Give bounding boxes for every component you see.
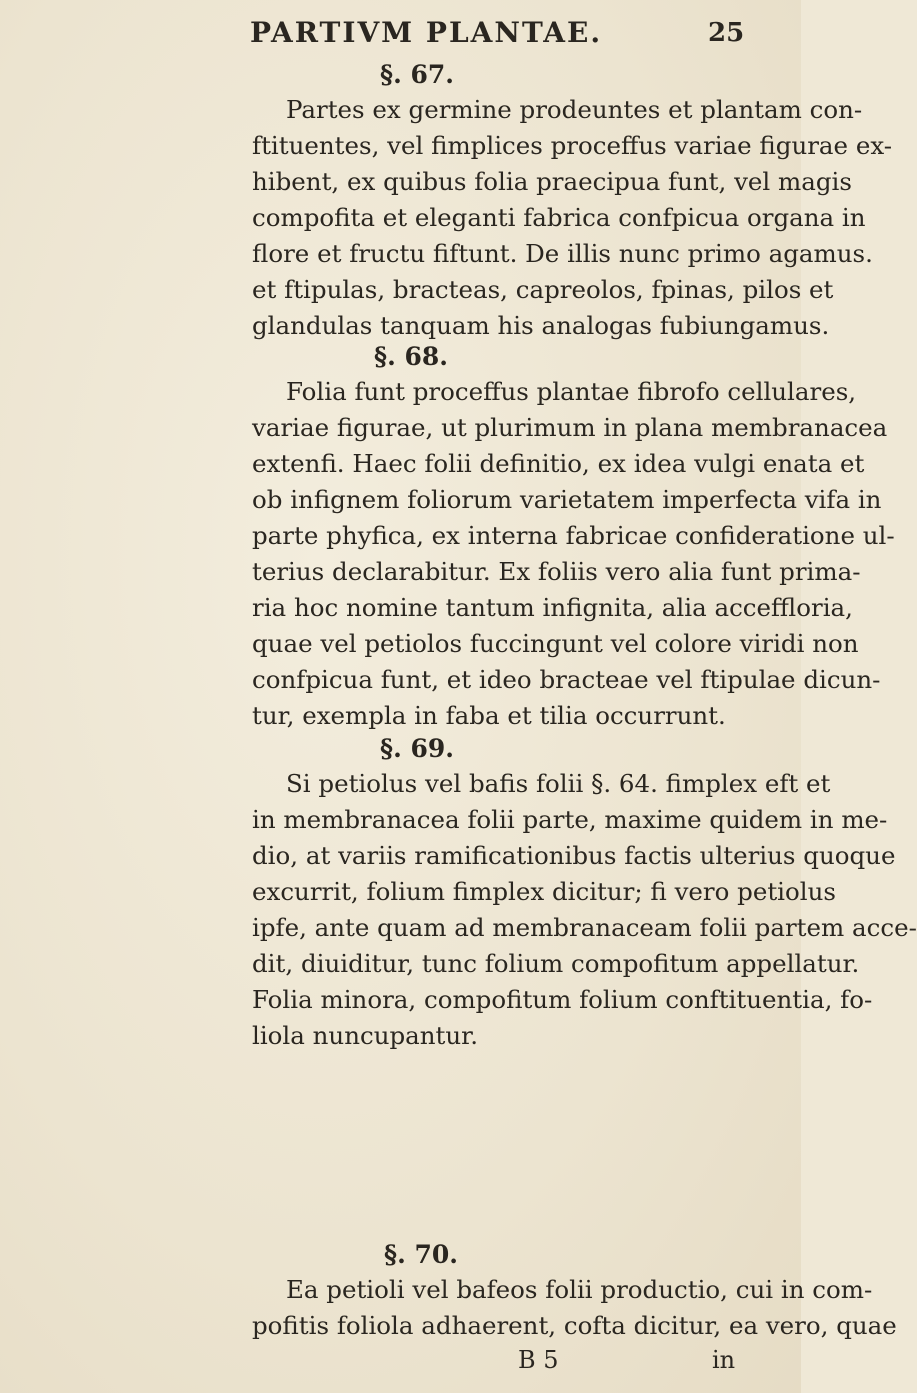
catchword: in [712, 1346, 736, 1374]
text-line: terius declarabitur. Ex foliis vero alia funt prima- [252, 557, 861, 586]
text-line: ftituentes, vel fimplices proceffus variae figurae ex- [252, 131, 892, 160]
text-line: pofitis foliola adhaerent, cofta dicitur, ea vero, quae [252, 1311, 897, 1340]
text-line: Si petiolus vel bafis folii §. 64. fimplex eft et [286, 769, 831, 798]
signature-mark: B 5 [518, 1346, 559, 1374]
text-line: parte phyfica, ex interna fabricae confideratione ul- [252, 521, 895, 550]
section-heading-68: §. 68. [374, 342, 448, 371]
text-line: ob infignem foliorum varietatem imperfecta vifa in [252, 485, 882, 514]
running-head: PARTIVM PLANTAE. [250, 16, 603, 49]
section-heading-70: §. 70. [384, 1240, 458, 1269]
section-heading-69: §. 69. [380, 734, 454, 763]
text-line: quae vel petiolos fuccingunt vel colore viridi non [252, 629, 859, 658]
page-number: 25 [708, 18, 745, 48]
text-line: Folia minora, compofitum folium conftituentia, fo- [252, 985, 873, 1014]
text-line: dio, at variis ramificationibus factis ulterius quoque [252, 841, 896, 870]
text-line: excurrit, folium fimplex dicitur; fi vero petiolus [252, 877, 836, 906]
text-line: confpicua funt, et ideo bracteae vel ftipulae dicun- [252, 665, 881, 694]
text-line: ipfe, ante quam ad membranaceam folii partem acce- [252, 913, 917, 942]
text-line: glandulas tanquam his analogas fubiungamus. [252, 311, 830, 340]
text-line: ria hoc nomine tantum infignita, alia acceffloria, [252, 593, 853, 622]
text-line: variae figurae, ut plurimum in plana membranacea [252, 413, 888, 442]
paragraph-67 [252, 92, 892, 344]
section-heading-67: §. 67. [380, 60, 454, 89]
text-line: extenfi. Haec folii definitio, ex idea vulgi enata et [252, 449, 865, 478]
paragraph-68 [252, 374, 895, 734]
text-line: in membranacea folii parte, maxime quidem in me- [252, 805, 888, 834]
text-line: Folia funt proceffus plantae fibrofo cellulares, [286, 377, 857, 406]
text-line: compofita et eleganti fabrica confpicua organa in [252, 203, 866, 232]
text-line: Partes ex germine prodeuntes et plantam con- [286, 95, 863, 124]
paragraph-69 [252, 766, 917, 1054]
text-line: flore et fructu fiftunt. De illis nunc primo agamus. [252, 239, 873, 268]
text-line: tur, exempla in faba et tilia occurrunt. [252, 701, 726, 730]
paragraph-70 [252, 1272, 897, 1344]
text-line: liola nuncupantur. [252, 1021, 478, 1050]
text-line: Ea petioli vel bafeos folii productio, cui in com- [286, 1275, 873, 1304]
text-line: hibent, ex quibus folia praecipua funt, vel magis [252, 167, 852, 196]
text-line: dit, diuiditur, tunc folium compofitum appellatur. [252, 949, 860, 978]
page-header [0, 16, 801, 56]
text-line: et ftipulas, bracteas, capreolos, fpinas, pilos et [252, 275, 834, 304]
